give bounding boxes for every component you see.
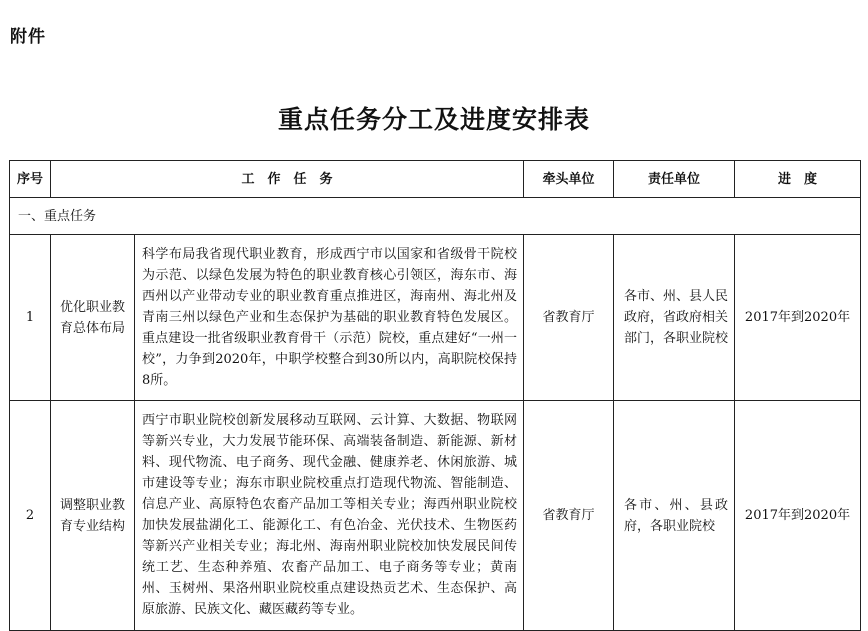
attachment-label: 附件 bbox=[10, 27, 46, 47]
header-task: 工 作 任 务 bbox=[51, 161, 524, 198]
row-responsible-unit: 各市、州、县人民政府，省政府相关部门，各职业院校 bbox=[614, 235, 735, 401]
row-task-detail: 科学布局我省现代职业教育，形成西宁市以国家和省级骨干院校为示范、以绿色发展为特色的职业教育核心引领区，海东市、海西州以产业带动专业的职业教育重点推进区，海南州、海北州及青南三州以绿色产业和生态保护为基础的职业教育特色发展区。重点建设一批省级职业教育骨干（示范）院校，重点建好“一州一校”，力争到2020年，中职学校整合到30所以内，高职院校保持8所。 bbox=[135, 235, 524, 401]
table-header-row bbox=[10, 161, 861, 198]
row-lead-unit: 省教育厅 bbox=[524, 235, 614, 401]
task-table bbox=[9, 160, 861, 631]
row-no: 1 bbox=[10, 235, 51, 401]
section-row bbox=[10, 198, 861, 235]
row-progress: 2017年到2020年 bbox=[735, 235, 861, 401]
page-title: 重点任务分工及进度安排表 bbox=[277, 105, 590, 134]
table-row bbox=[10, 235, 861, 401]
row-task-name: 优化职业教育总体布局 bbox=[51, 235, 135, 401]
row-responsible-unit: 各市、州、县政府，各职业院校 bbox=[614, 401, 735, 631]
row-lead-unit: 省教育厅 bbox=[524, 401, 614, 631]
row-task-detail: 西宁市职业院校创新发展移动互联网、云计算、大数据、物联网等新兴专业，大力发展节能环保、高端装备制造、新能源、新材料、现代物流、电子商务、现代金融、健康养老、休闲旅游、城市建设等专业；海东市职业院校重点打造现代物流、智能制造、信息产业、高原特色农畜产品加工等相关专业；海西州职业院校加快发展盐湖化工、能源化工、有色冶金、光伏技术、生物医药等新兴产业相关专业；海北州、海南州职业院校加快发展民间传统工艺、生态种养殖、农畜产品加工、电子商务等专业；黄南州、玉树州、果洛州职业院校重点建设热贡艺术、生态保护、高原旅游、民族文化、藏医藏药等专业。 bbox=[135, 401, 524, 631]
header-progress: 进 度 bbox=[735, 161, 861, 198]
section-title: 一、重点任务 bbox=[10, 198, 861, 235]
row-no: 2 bbox=[10, 401, 51, 631]
row-progress: 2017年到2020年 bbox=[735, 401, 861, 631]
header-no: 序号 bbox=[10, 161, 51, 198]
table-row bbox=[10, 401, 861, 631]
header-responsible: 责任单位 bbox=[614, 161, 735, 198]
header-lead: 牵头单位 bbox=[524, 161, 614, 198]
row-task-name: 调整职业教育专业结构 bbox=[51, 401, 135, 631]
